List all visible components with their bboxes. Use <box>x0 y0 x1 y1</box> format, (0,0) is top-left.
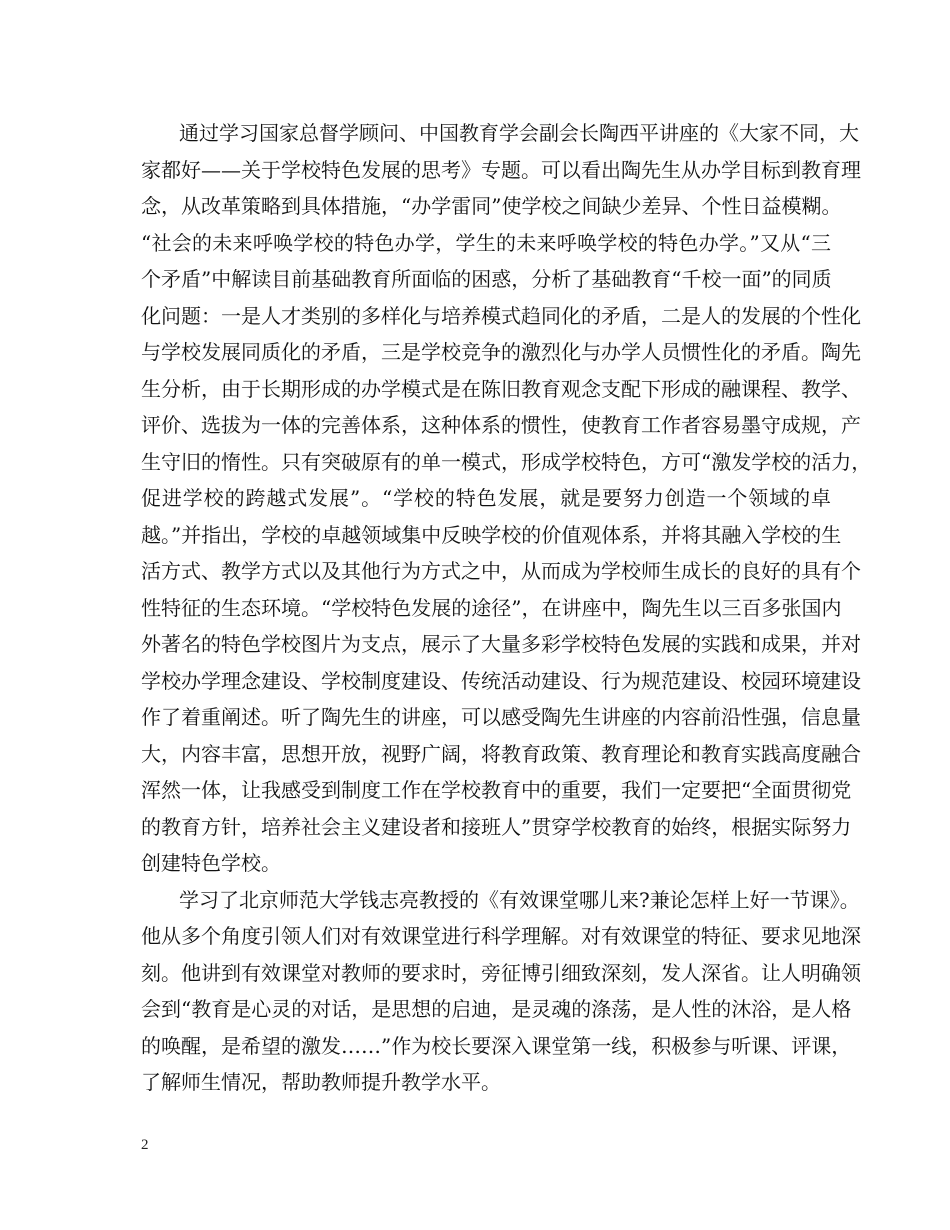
text-line: 的唤醒，是希望的激发……”作为校长要深入课堂第一线，积极参与听课、评课， <box>141 1033 852 1058</box>
text-line: 促进学校的跨越式发展”。“学校的特色发展，就是要努力创造一个领域的卓 <box>141 486 831 510</box>
text-line: 浑然一体，让我感受到制度工作在学校教育中的重要，我们一定要把“全面贯彻党 <box>141 778 852 802</box>
paragraph-1 <box>141 115 872 882</box>
page-number: 2 <box>141 1137 149 1153</box>
text-line: 创建特色学校。 <box>141 851 281 875</box>
text-line: 生分析，由于长期形成的办学模式是在陈旧教育观念支配下形成的融课程、教学、 <box>141 376 861 401</box>
text-line: 的教育方针，培养社会主义建设者和接班人”贯穿学校教育的始终，根据实际努力 <box>141 814 852 839</box>
text-line: 性特征的生态环境。“学校特色发展的途径”，在讲座中，陶先生以三百多张国内 <box>141 595 842 620</box>
text-line: 学校办学理念建设、学校制度建设、传统活动建设、行为规范建设、校园环境建设 <box>141 668 861 693</box>
paragraph-2 <box>141 882 861 1101</box>
text-line: 生守旧的惰性。只有突破原有的单一模式，形成学校特色，方可“激发学校的活力， <box>141 449 872 474</box>
text-line: 了解师生情况，帮助教师提升教学水平。 <box>141 1070 501 1094</box>
text-line: 他从多个角度引领人们对有效课堂进行科学理解。对有效课堂的特征、要求见地深 <box>141 924 861 948</box>
body-text <box>141 115 872 1101</box>
text-line: 化问题：一是人才类别的多样化与培养模式趋同化的矛盾，二是人的发展的个性化 <box>141 303 861 328</box>
text-line: 念，从改革策略到具体措施，“办学雷同”使学校之间缺少差异、个性日益模糊。 <box>141 194 842 218</box>
text-line: 刻。他讲到有效课堂对教师的要求时，旁征博引细致深刻，发人深省。让人明确领 <box>141 960 861 985</box>
text-line: “社会的未来呼唤学校的特色办学，学生的未来呼唤学校的特色办学。”又从“三 <box>141 230 831 255</box>
text-line: 大，内容丰富，思想开放，视野广阔，将教育政策、教育理论和教育实践高度融合 <box>141 741 861 766</box>
text-line: 外著名的特色学校图片为支点，展示了大量多彩学校特色发展的实践和成果，并对 <box>141 632 861 656</box>
text-line: 通过学习国家总督学顾问、中国教育学会副会长陶西平讲座的《大家不同，大 <box>179 121 859 145</box>
text-line: 个矛盾”中解读目前基础教育所面临的困惑，分析了基础教育“千校一面”的同质 <box>141 267 832 291</box>
text-line: 越。”并指出，学校的卓越领域集中反映学校的价值观体系，并将其融入学校的生 <box>141 522 842 547</box>
text-line: 学习了北京师范大学钱志亮教授的《有效课堂哪儿来?兼论怎样上好一节课》。 <box>179 887 860 912</box>
text-line: 会到“教育是心灵的对话，是思想的启迪，是灵魂的涤荡，是人性的沐浴，是人格 <box>141 997 852 1021</box>
text-line: 活方式、教学方式以及其他行为方式之中，从而成为学校师生成长的良好的具有个 <box>141 559 861 583</box>
text-line: 与学校发展同质化的矛盾，三是学校竞争的激烈化与办学人员惯性化的矛盾。陶先 <box>141 340 861 364</box>
text-line: 评价、选拔为一体的完善体系，这种体系的惯性，使教育工作者容易墨守成规，产 <box>141 413 861 437</box>
text-line: 作了着重阐述。听了陶先生的讲座，可以感受陶先生讲座的内容前沿性强，信息量 <box>141 705 861 729</box>
text-line: 家都好——关于学校特色发展的思考》专题。可以看出陶先生从办学目标到教育理 <box>141 157 861 182</box>
